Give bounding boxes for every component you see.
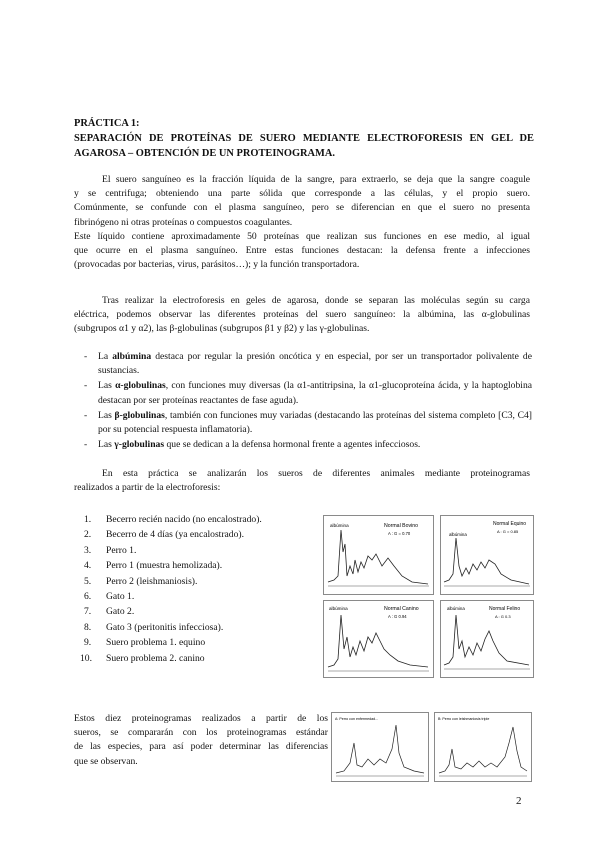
sample-item: 2. Becerro de 4 días (ya encalostrado). [84, 529, 244, 541]
title-line-2: SEPARACIÓN DE PROTEÍNAS DE SUERO MEDIANTE ELECTROFORESIS EN GEL DE [74, 133, 534, 144]
curve [336, 725, 424, 773]
figure-label: albúmina [449, 532, 467, 537]
intro-paragraph-1 [74, 173, 530, 230]
figure-ratio: A : G 0.94 [388, 614, 407, 619]
text-line: En esta práctica se analizarán los sueros de diferentes animales mediante proteinogramas [102, 468, 530, 479]
figure-normal-equine [440, 515, 534, 595]
sample-label: Suero problema 2. canino [106, 652, 205, 664]
figure-label: albúmina [330, 523, 349, 528]
figure-label: albúmina [329, 606, 348, 611]
figure-title: Normal Equino [493, 521, 527, 527]
title-line-1: PRÁCTICA 1: [74, 118, 140, 129]
text-line: eléctrica, podemos observar las diferentes proteínas del suero sanguíneo: la albúmina, las α-globulinas [74, 309, 530, 321]
text-line: El suero sanguíneo es la fracción líquida de la sangre, para extraerlo, se deja que la sangre coagule [102, 174, 530, 185]
practice-title [74, 116, 534, 161]
text-line: que se observan. [74, 755, 138, 767]
sample-item: 1. Becerro recién nacido (no encalostrado). [84, 514, 262, 525]
bullet-bold: albúmina [112, 351, 152, 362]
text-line: sueros, se compararán con los proteinogramas estándar [74, 727, 328, 739]
sample-item: 3. Perro 1. [84, 544, 137, 556]
bullet-pre: La [98, 351, 113, 362]
curve [328, 530, 428, 584]
figure-normal-canine [323, 600, 434, 678]
text-line: Estos diez proteinogramas realizados a partir de los [74, 713, 328, 724]
curve [328, 615, 428, 667]
sample-item: 4. Perro 1 (muestra hemolizada). [84, 560, 223, 572]
bullet-bold: α-globulinas [115, 380, 166, 392]
text-line: realizados a partir de la electroforesis: [74, 482, 221, 494]
sample-item: 5. Perro 2 (leishmaniosis). [84, 575, 198, 587]
sample-label: Becerro de 4 días (ya encalostrado). [106, 529, 244, 541]
bullet-pre: Las [98, 439, 115, 451]
sample-list [74, 512, 314, 666]
sample-label: Perro 2 (leishmaniosis). [106, 575, 198, 587]
figure-label: albúmina [447, 606, 465, 611]
electrophoresis-paragraph [74, 294, 530, 337]
figure-case-a [331, 712, 429, 782]
proteinogram-equine [441, 516, 533, 594]
protein-bullet-list [86, 350, 532, 452]
figure-case-b [434, 712, 532, 782]
figure-title: Normal Canino [384, 606, 419, 612]
sample-label: Gato 2. [106, 606, 135, 618]
sample-item: 7. Gato 2. [84, 606, 135, 618]
figure-normal-feline [440, 600, 534, 678]
bullet-post: que se dedican a la defensa hormonal frente a agentes infecciosos. [164, 439, 421, 451]
bullet-post: , también con funciones muy variadas (destacando las proteínas del sistema completo [C3, C4] por su potencial respuesta inflamatoria). [98, 409, 532, 436]
proteinogram-case-a [332, 713, 428, 781]
proteinogram-bovine [324, 516, 433, 594]
text-line: que ocurre en el plasma sanguíneo. Entre estas funciones destacan: la defensa frente a infecciones [74, 245, 530, 257]
figure-title: Normal Felino [489, 606, 521, 612]
text-line: y se centrifuga; obteniendo una parte sólida que corresponde a las células, y el propio suero. [74, 188, 530, 200]
sample-item: 6. Gato 1. [84, 591, 135, 603]
bullet-bold: γ-globulinas [114, 439, 165, 451]
curve [444, 615, 529, 665]
bullet-gamma-globulins [86, 438, 532, 452]
proteinogram-feline [441, 601, 533, 677]
figure-title: A: Perro con enfermedad... [335, 717, 379, 721]
sample-item: 9. Suero problema 1. equino [84, 637, 206, 649]
sample-item: 8. Gato 3 (peritonitis infecciosa). [84, 621, 224, 633]
proteinogram-case-b [435, 713, 531, 781]
figure-ratio: A : G = 0.70 [388, 531, 411, 536]
intro-paragraph-2 [74, 230, 530, 273]
text-line: Comúnmente, se confunde con el plasma sanguíneo, pero se diferencian en que el suero no presenta [74, 202, 530, 214]
sample-label: Suero problema 1. equino [106, 637, 206, 649]
title-line-3: AGAROSA – OBTENCIÓN DE UN PROTEINOGRAMA. [74, 148, 335, 159]
bullet-beta-globulins [86, 409, 532, 437]
bullet-post: destaca por regular la presión oncótica y en especial, por ser un transportador polivalente de sustancias. [98, 351, 532, 377]
bullet-post: , con funciones muy diversas (la α1-antitripsina, la α1-glucoproteína ácida, y la haptoglobina destacan por ser proteínas reactantes de fase aguda). [98, 380, 532, 406]
sample-label: Gato 1. [106, 591, 135, 603]
sample-label: Perro 1 (muestra hemolizada). [106, 560, 223, 572]
text-line: Tras realizar la electroforesis en geles de agarosa, donde se separan las moléculas según su carga [102, 295, 530, 306]
figure-title: B: Perro con leishmaniosis triple [438, 717, 490, 721]
proteinogram-canine [324, 601, 433, 677]
curve [439, 727, 527, 773]
bullet-albumin [86, 350, 532, 378]
sample-item: 10. Suero problema 2. canino [80, 652, 205, 664]
page-number: 2 [516, 795, 522, 807]
bullet-pre: Las [98, 380, 116, 392]
bullet-bold: β-globulinas [114, 409, 165, 421]
figure-ratio: A : G = 0.85 [497, 529, 519, 534]
curve [444, 538, 529, 584]
bullet-alpha-globulins [86, 379, 532, 407]
bullet-pre: Las [98, 409, 115, 421]
sample-label: Perro 1. [106, 544, 137, 556]
figure-title: Normal Bovino [384, 523, 419, 529]
text-line: (subgrupos α1 y α2), las β-globulinas (subgrupos β1 y β2) y las γ-globulinas. [74, 323, 370, 335]
practice-paragraph [74, 467, 530, 495]
text-line: (provocadas por bacterias, virus, parásitos…); y la función transportadora. [74, 259, 360, 271]
text-line: fibrinógeno ni otras proteínas o compuestos coagulantes. [74, 216, 293, 228]
text-line: de las especies, para así poder determinar las diferencias [74, 741, 328, 753]
comparison-paragraph [74, 712, 328, 769]
sample-label: Gato 3 (peritonitis infecciosa). [106, 621, 224, 633]
text-line: Este líquido contiene aproximadamente 50 proteínas que realizan sus funciones en ese medio, al igual [74, 231, 530, 242]
sample-label: Becerro recién nacido (no encalostrado). [106, 514, 262, 525]
figure-normal-bovine [323, 515, 434, 595]
figure-ratio: A : G 0.3 [495, 614, 511, 619]
